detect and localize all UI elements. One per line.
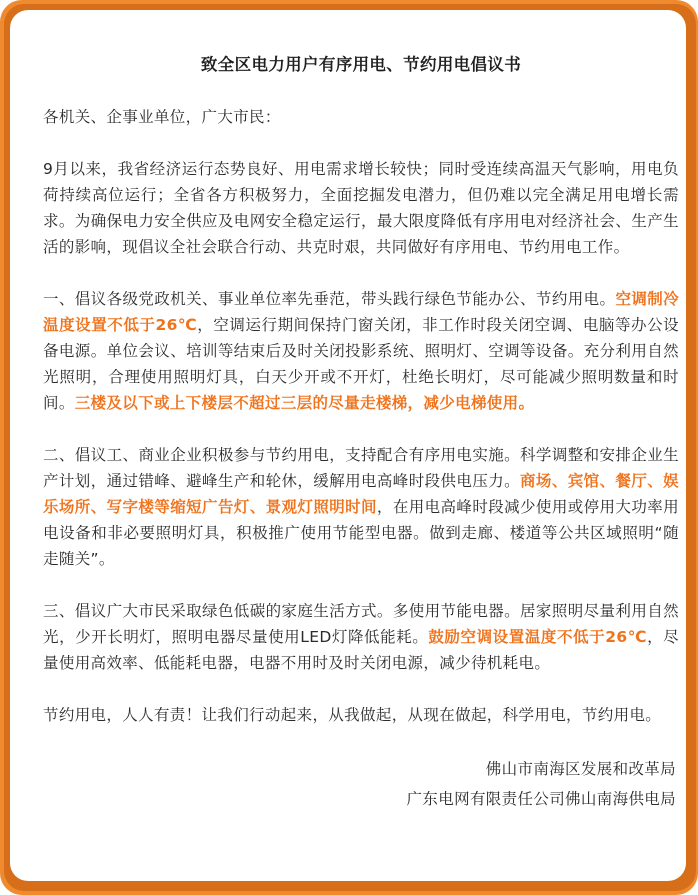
paragraph-3 xyxy=(43,598,679,676)
intro-paragraph: 9月以来，我省经济运行态势良好、用电需求增长较快；同时受连续高温天气影响，用电负荷持续高位运行；全省各方积极努力，全面挖掘发电潜力，但仍难以完全满足用电增长需求。为确保电力安全供应及电网安全稳定运行，最大限度降低有序用电对经济社会、生产生活的影响，现倡议全社会联合行动、共克时艰，共同做好有序用电、节约用电工作。 xyxy=(43,160,679,256)
paragraph-1-text-a: 一、倡议各级党政机关、事业单位率先垂范，带头践行绿色节能办公、节约用电。 xyxy=(43,290,616,308)
paragraph-2-text-a: 二、倡议工、商业企业积极参与节约用电，支持配合有序用电实施。科学调整和安排企业生产计划，通过错峰、避峰生产和轮休，缓解用电高峰时段供电压力。 xyxy=(43,446,679,490)
paragraph-3-text-b: ，尽量使用高效率、低能耗电器，电器不用时及时关闭电源，减少待机耗电。 xyxy=(43,628,679,672)
page-title: 致全区电力用户有序用电、节约用电倡议书 xyxy=(200,55,522,74)
paragraph-1-highlight-b: 三楼及以下或上下楼层不超过三层的尽量走楼梯，减少电梯使用。 xyxy=(74,394,535,412)
paragraph-2-text-b: ，在用电高峰时段减少使用或停用大功率用电设备和非必要照明灯具，积极推广使用节能型电器。做到走廊、楼道等公共区域照明“随走随关”。 xyxy=(43,498,679,568)
salutation: 各机关、企事业单位，广大市民： xyxy=(43,108,281,126)
paragraph-3-highlight: 鼓励空调设置温度不低于26℃ xyxy=(428,628,648,646)
signature-block xyxy=(43,754,679,814)
closing-paragraph: 节约用电，人人有责！让我们行动起来，从我做起，从现在做起，科学用电，节约用电。 xyxy=(43,706,662,724)
paragraph-2 xyxy=(43,442,679,572)
paragraph-1-text-b: ，空调运行期间保持门窗关闭，非工作时段关闭空调、电脑等办公设备电源。单位会议、培训等结束后及时关闭投影系统、照明灯、空调等设备。充分利用自然光照明，合理使用照明灯具，白天少开或不开灯，杜绝长明灯，尽可能减少照明数量和时间。 xyxy=(43,316,679,412)
paragraph-2-highlight: 商场、宾馆、餐厅、娱乐场所、写字楼等缩短广告灯、景观灯照明时间 xyxy=(43,472,679,516)
paragraph-3-text-a: 三、倡议广大市民采取绿色低碳的家庭生活方式。多使用节能电器。居家照明尽量利用自然光，少开长明灯，照明电器尽量使用LED灯降低能耗。 xyxy=(43,602,679,646)
signature-line: 佛山市南海区发展和改革局 xyxy=(485,760,676,778)
document-body xyxy=(43,24,679,814)
signature-line: 广东电网有限责任公司佛山南海供电局 xyxy=(406,790,676,808)
document-card xyxy=(10,10,686,881)
paragraph-1-highlight-a: 空调制冷温度设置不低于26℃ xyxy=(43,290,679,334)
paragraph-1 xyxy=(43,286,679,416)
